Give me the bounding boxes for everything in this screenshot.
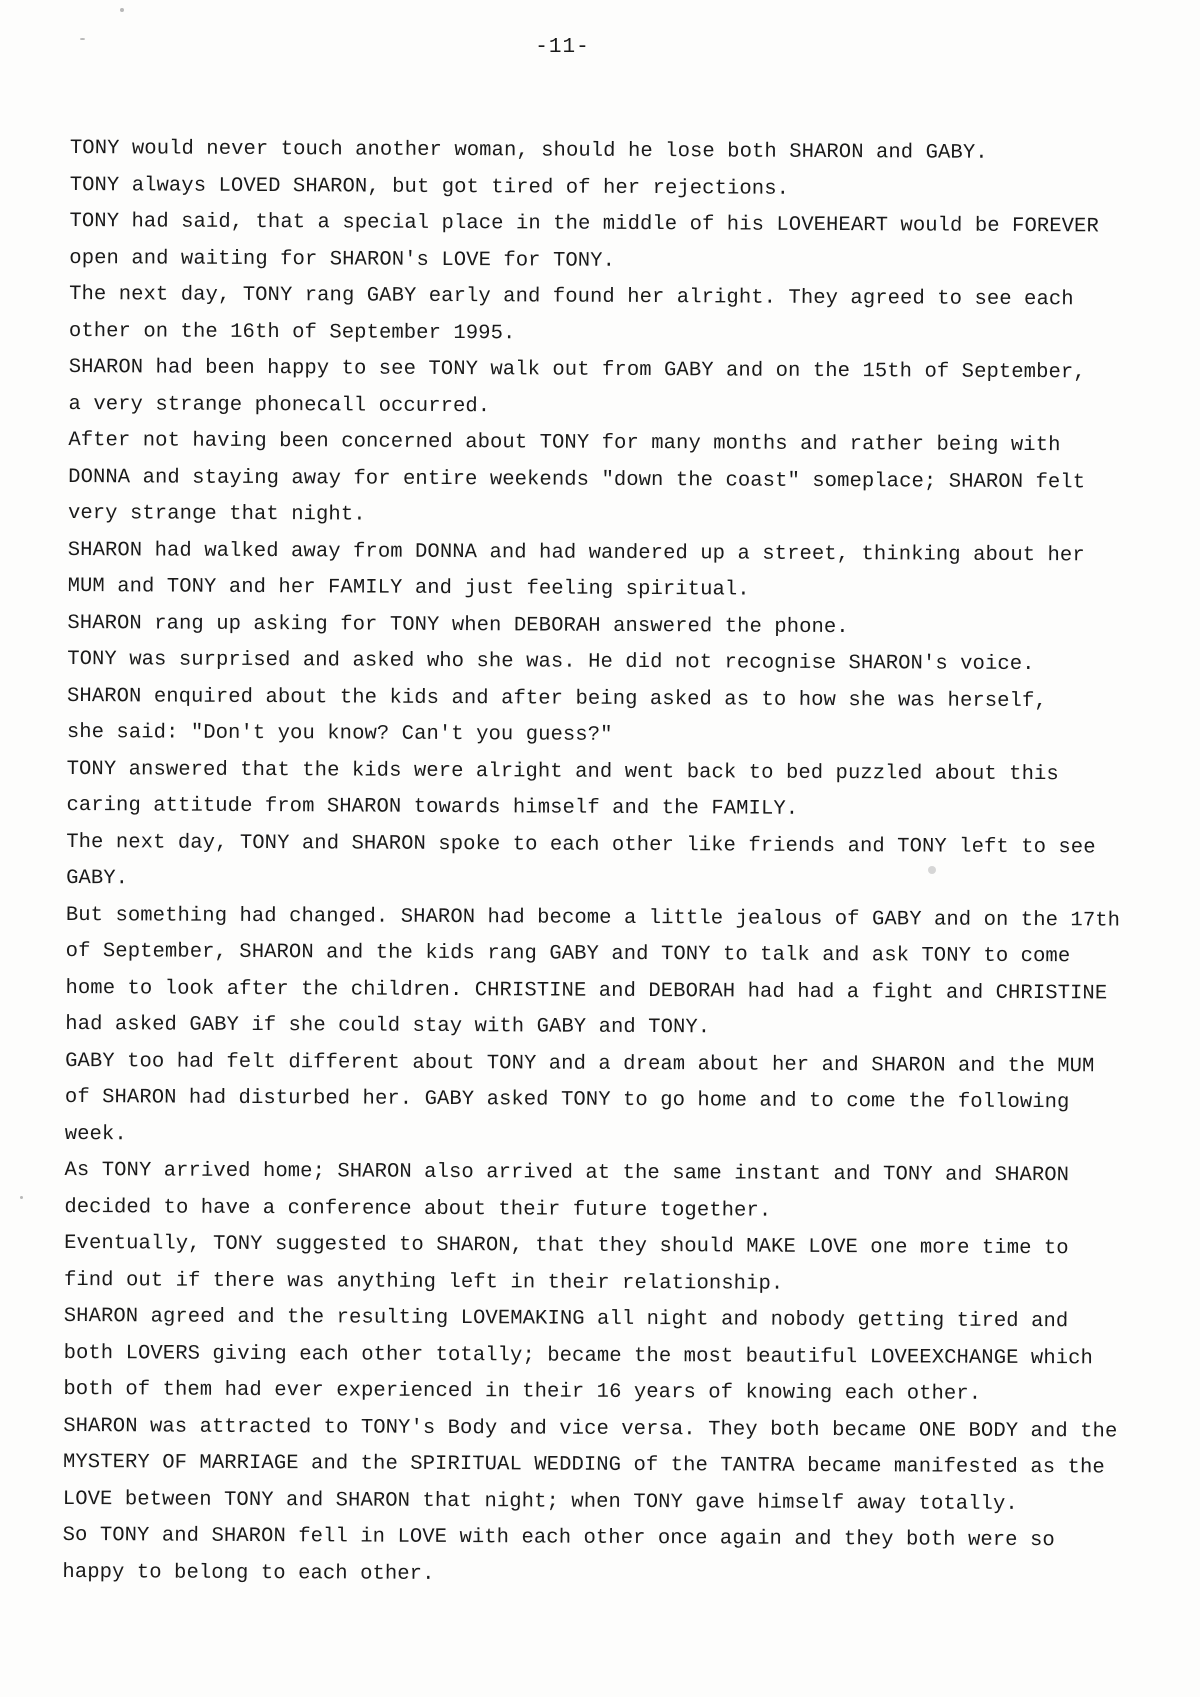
text-line: SHARON was attracted to TONY's Body and vice versa. They both became ONE BODY and the	[63, 1414, 1118, 1444]
text-line: TONY had said, that a special place in the middle of his LOVEHEART would be FOREVER	[69, 209, 1099, 239]
text-line: home to look after the children. CHRISTINE and DEBORAH had had a fight and CHRISTINE	[65, 976, 1108, 1005]
page-number: -11-	[535, 36, 590, 59]
text-line: SHARON enquired about the kids and after being asked as to how she was herself,	[66, 684, 1047, 713]
text-line: caring attitude from SHARON towards himself and the FAMILY.	[66, 793, 799, 821]
text-line: of SHARON had disturbed her. GABY asked TONY to go home and to come the following	[64, 1085, 1070, 1115]
text-line: The next day, TONY and SHARON spoke to each other like friends and TONY left to see	[66, 830, 1096, 859]
text-line: After not having been concerned about TONY for many months and rather being with	[68, 428, 1061, 458]
text-line: of September, SHARON and the kids rang GABY and TONY to talk and ask TONY to come	[65, 939, 1071, 969]
text-line: DONNA and staying away for entire weekends "down the coast" someplace; SHARON felt	[68, 465, 1086, 494]
text-line: Eventually, TONY suggested to SHARON, that they should MAKE LOVE one more time to	[64, 1231, 1069, 1261]
text-line: week.	[64, 1122, 127, 1146]
text-line: TONY would never touch another woman, should he lose both SHARON and GABY.	[69, 136, 988, 165]
text-line: open and waiting for SHARON's LOVE for TONY.	[69, 246, 616, 273]
text-line: a very strange phonecall occurred.	[68, 392, 491, 418]
text-line: had asked GABY if she could stay with GABY and TONY.	[65, 1012, 711, 1040]
text-line: SHARON rang up asking for TONY when DEBORAH answered the phone.	[67, 611, 849, 639]
scan-speck	[120, 8, 124, 12]
text-line: happy to belong to each other.	[62, 1560, 435, 1586]
text-line: MUM and TONY and her FAMILY and just feeling spiritual.	[67, 574, 750, 602]
text-line: TONY was surprised and asked who she was. He did not recognise SHARON's voice.	[67, 647, 1035, 677]
text-line: But something had changed. SHARON had become a little jealous of GABY and on the 17th	[65, 903, 1121, 933]
text-line: she said: "Don't you know? Can't you guess?"	[66, 720, 613, 747]
text-line: SHARON had been happy to see TONY walk out from GABY and on the 15th of September,	[68, 355, 1086, 385]
text-line: both of them had ever experienced in their 16 years of knowing each other.	[63, 1377, 982, 1406]
text-line: find out if there was anything left in their relationship.	[63, 1268, 784, 1296]
text-line: TONY always LOVED SHARON, but got tired of her rejections.	[69, 173, 790, 201]
text-line: decided to have a conference about their future together.	[64, 1195, 772, 1223]
scan-speck	[20, 1196, 23, 1199]
text-line: very strange that night.	[67, 501, 366, 527]
text-line: TONY answered that the kids were alright and went back to bed puzzled about this	[66, 757, 1059, 786]
text-line: The next day, TONY rang GABY early and found her alright. They agreed to see each	[69, 282, 1074, 312]
text-line: LOVE between TONY and SHARON that night; when TONY gave himself away totally.	[62, 1487, 1018, 1516]
text-line: SHARON agreed and the resulting LOVEMAKING all night and nobody getting tired and	[63, 1304, 1069, 1334]
body-text	[62, 131, 1130, 1597]
text-line: MYSTERY OF MARRIAGE and the SPIRITUAL WEDDING of the TANTRA became manifested as the	[62, 1450, 1105, 1480]
text-line: As TONY arrived home; SHARON also arrived at the same instant and TONY and SHARON	[64, 1158, 1070, 1188]
text-line: other on the 16th of September 1995.	[68, 319, 516, 345]
text-line: GABY too had felt different about TONY and a dream about her and SHARON and the MUM	[65, 1049, 1095, 1078]
text-line: SHARON had walked away from DONNA and had wandered up a street, thinking about her	[67, 538, 1085, 567]
text-line: So TONY and SHARON fell in LOVE with each other once again and they both were so	[62, 1523, 1055, 1553]
text-line: both LOVERS giving each other totally; became the most beautiful LOVEEXCHANGE which	[63, 1341, 1094, 1370]
text-line: GABY.	[66, 866, 129, 891]
